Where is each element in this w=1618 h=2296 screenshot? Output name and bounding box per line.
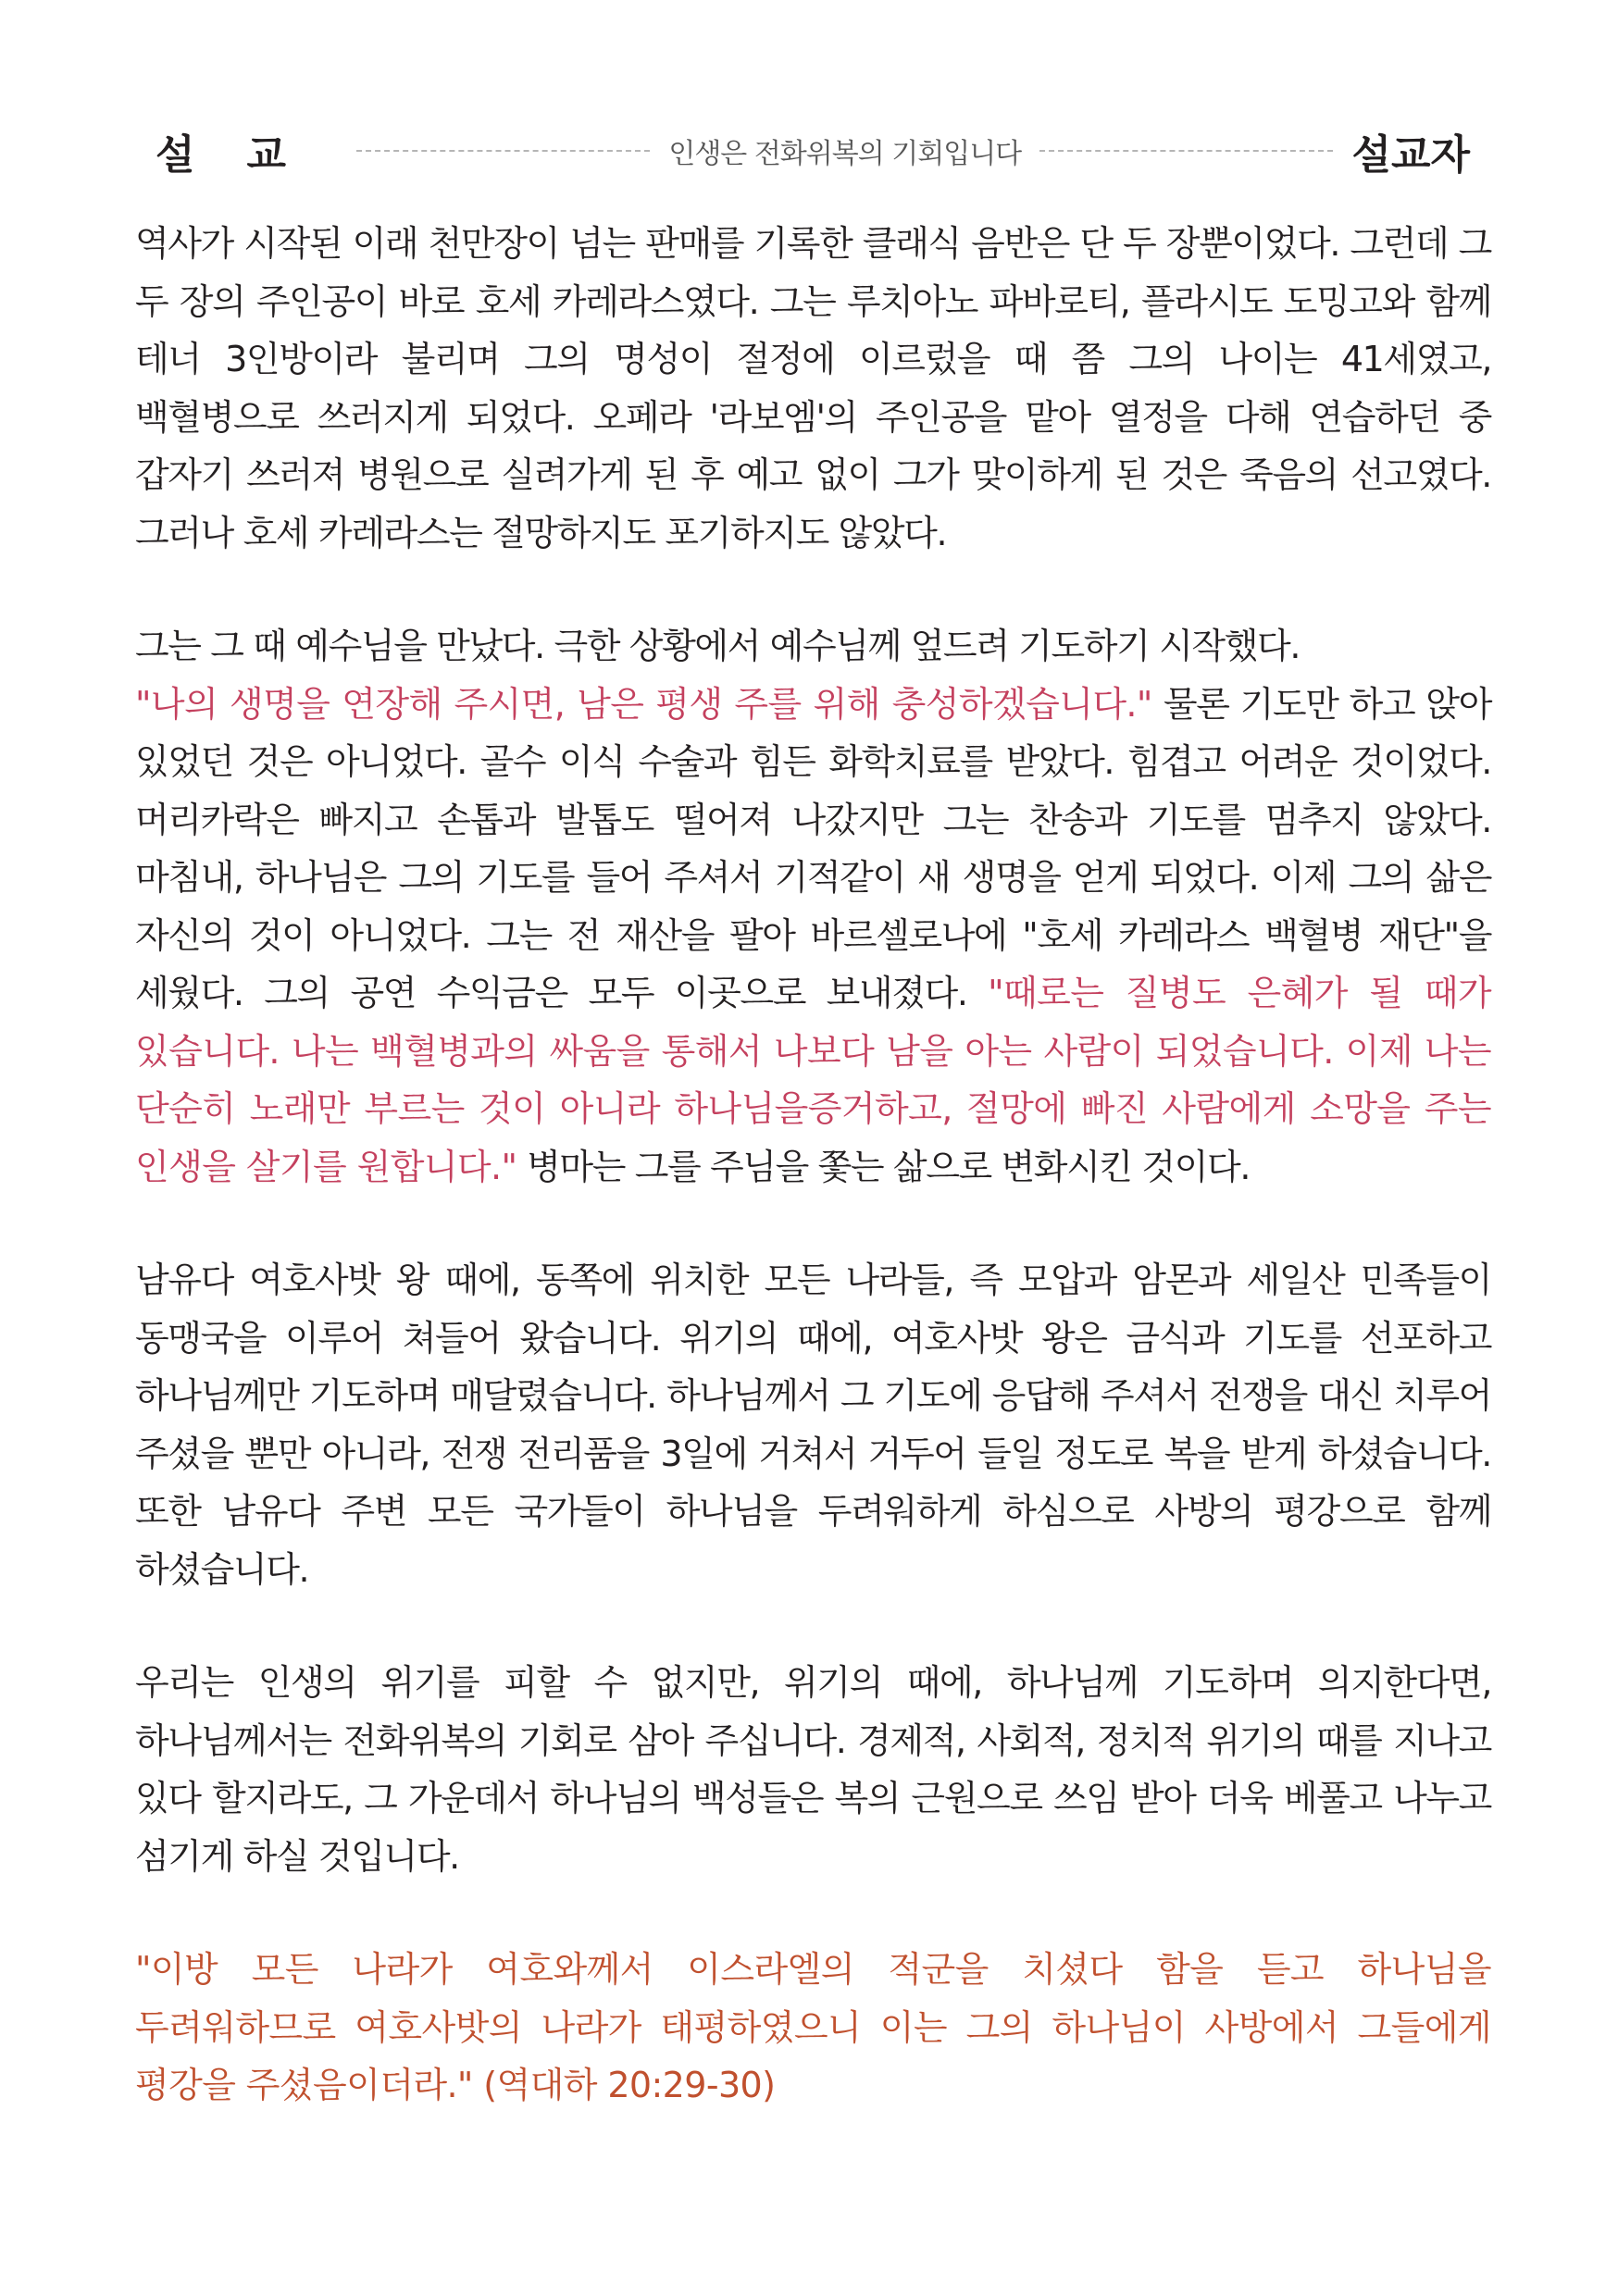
- paragraph-2: [135, 617, 1491, 1196]
- paragraph-2-intro: 그는 그 때 예수님을 만났다. 극한 상황에서 예수님께 엎드려 기도하기 시작했다.: [135, 626, 1301, 666]
- prayer-quote: "나의 생명을 연장해 주시면, 남은 평생 주를 위해 충성하겠습니다.": [135, 683, 1152, 725]
- header-title: 인생은 전화위복의 기회입니다: [668, 138, 1022, 170]
- header-right-label: 설교자: [1351, 131, 1470, 179]
- page-header: [156, 118, 1470, 183]
- paragraph-gap: [135, 562, 1491, 617]
- header-right-divider: [1039, 150, 1333, 152]
- scripture-verse: [135, 1941, 1491, 2115]
- header-left-divider: [356, 150, 650, 152]
- testimony-quote: "때로는 질병도 은혜가 될 때가 있습니다. 나는 백혈병과의 싸움을 통해서 나보다 남을 아는 사람이 되었습니다. 이제 나는 단순히 노래만 부르는 것이 아니라 하나님을증거하고, 절망에 빠진 사람에게 소망을 주는 인생을 살기를 원합니다.": [135, 973, 1491, 1187]
- verse-text: "이방 모든 나라가 여호와께서 이스라엘의 적군을 치셨다 함을 듣고 하나님을 두려워하므로 여호사밧의 나라가 태평하였으니 이는 그의 하나님이 사방에서 그들에게 평강을 주셨음이더라.": [135, 1949, 1491, 2105]
- paragraph-3: 남유다 여호사밧 왕 때에, 동쪽에 위치한 모든 나라들, 즉 모압과 암몬과 세일산 민족들이 동맹국을 이루어 쳐들어 왔습니다. 위기의 때에, 여호사밧 왕은 금식과 기도를 선포하고 하나님께만 기도하며 매달렸습니다. 하나님께서 그 기도에 응답해 주셔서 전쟁을 대신 치루어 주셨을 뿐만 아니라, 전쟁 전리품을 3일에 거쳐서 거두어 들일 정도로 복을 받게 하셨습니다. 또한 남유다 주변 모든 국가들이 하나님을 두려워하게 하심으로 사방의 평강으로 함께 하셨습니다.: [135, 1260, 1491, 1590]
- sermon-body: [135, 215, 1491, 2115]
- paragraph-gap: [135, 1196, 1491, 1251]
- paragraph-1: 역사가 시작된 이래 천만장이 넘는 판매를 기록한 클래식 음반은 단 두 장뿐이었다. 그런데 그 두 장의 주인공이 바로 호세 카레라스였다. 그는 루치아노 파바로티, 플라시도 도밍고와 함께 테너 3인방이라 불리며 그의 명성이 절정에 이르렀을 때 쯤 그의 나이는 41세였고, 백혈병으로 쓰러지게 되었다. 오페라 '라보엠'의 주인공을 맡아 열정을 다해 연습하던 중 갑자기 쓰러져 병원으로 실려가게 된 후 예고 없이 그가 맞이하게 된 것은 죽음의 선고였다. 그러나 호세 카레라스는 절망하지도 포기하지도 않았다.: [135, 223, 1491, 553]
- paragraph-gap: [135, 1885, 1491, 1941]
- verse-reference: (역대하 20:29-30): [472, 2065, 776, 2105]
- paragraph-gap: [135, 1598, 1491, 1654]
- paragraph-2-end: 병마는 그를 주님을 쫓는 삶으로 변화시킨 것이다.: [517, 1146, 1251, 1187]
- header-left-label: 설교: [156, 131, 339, 179]
- paragraph-2-middle: 물론 기도만 하고 앉아 있었던 것은 아니었다. 골수 이식 수술과 힘든 화학치료를 받았다. 힘겹고 어려운 것이었다. 머리카락은 빠지고 손톱과 발톱도 떨어져 나갔지만 그는 찬송과 기도를 멈추지 않았다. 마침내, 하나님은 그의 기도를 들어 주셔서 기적같이 새 생명을 얻게 되었다. 이제 그의 삶은 자신의 것이 아니었다. 그는 전 재산을 팔아 바르셀로나에 "호세 카레라스 백혈병 재단"을 세웠다. 그의 공연 수익금은 모두 이곳으로 보내졌다.: [135, 683, 1491, 1013]
- paragraph-4: 우리는 인생의 위기를 피할 수 없지만, 위기의 때에, 하나님께 기도하며 의지한다면, 하나님께서는 전화위복의 기회로 삼아 주십니다. 경제적, 사회적, 정치적 위기의 때를 지나고 있다 할지라도, 그 가운데서 하나님의 백성들은 복의 근원으로 쓰임 받아 더욱 베풀고 나누고 섬기게 하실 것입니다.: [135, 1662, 1491, 1877]
